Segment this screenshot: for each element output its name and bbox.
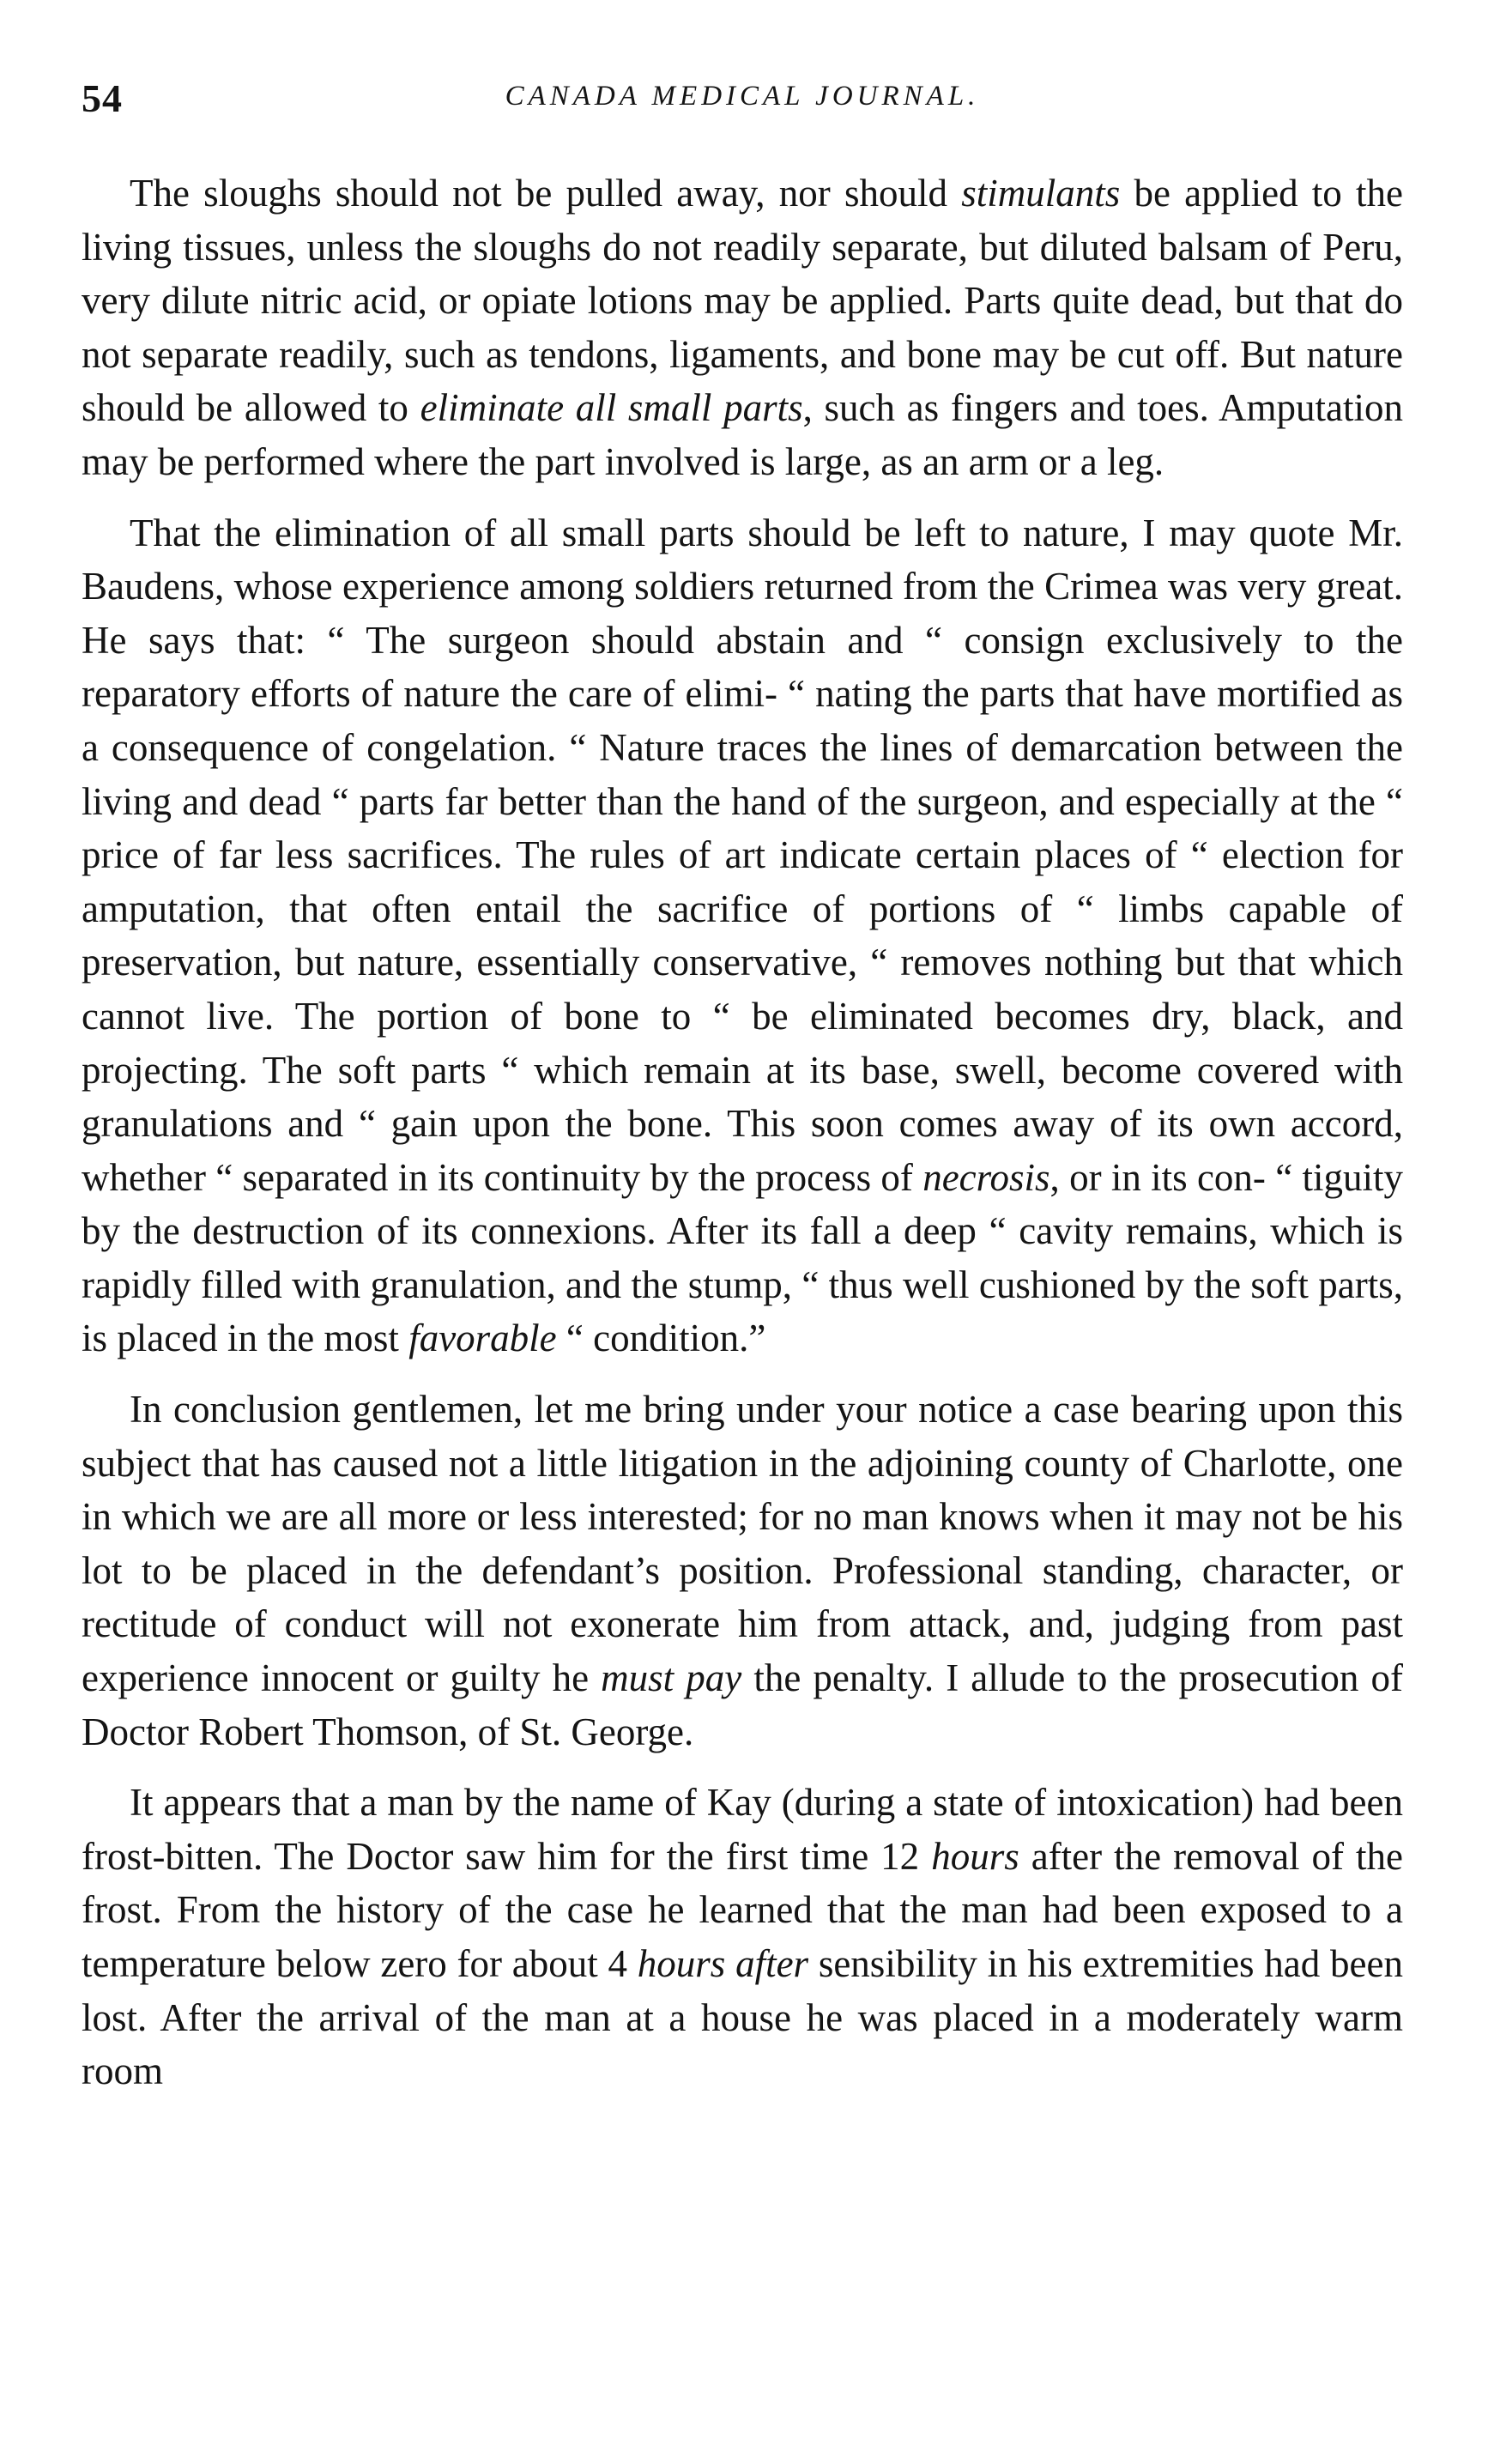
paragraph-treatment bbox=[82, 166, 1403, 489]
text-run: be applied to the living tissues, unless the sloughs do not readily separate, but diluted balsam of Peru, very dilute nitric acid, or opiate lotions may be applied. Parts quite dead, but that do not separate readily, such as tendons, ligaments, and bone may be cut off. But nature should be allowed to bbox=[82, 172, 1404, 430]
text-run: after the removal of the frost. From the history of the case he learned that the man had been exposed to a temperature below zero for about 4 bbox=[82, 1834, 1403, 1985]
paragraph-conclusion bbox=[82, 1383, 1403, 1759]
text-run: , such as fingers and toes. Amputation may be performed where the part involved is large, as an arm or a leg. bbox=[82, 386, 1403, 483]
text-run: That the elimination of all small parts should be left to nature, I may quote Mr. Baudens, whose experience among soldiers returned from the Crimea was very great. He says that: “ The surgeon should abstain and “ consign exclusively to the reparatory efforts of nature the care of elimi- “ nating the parts that have mortified as a consequence of congelation. “ Nature traces the lines of demarcation between the living and dead “ parts far better than the hand of the surgeon, and especially at the “ price of far less sacrifices. The rules of art indicate certain places of “ election for amputation, that often entail the sacrifice of portions of “ limbs capable of preservation, but nature, essentially conservative, “ removes nothing but that which cannot live. The portion of bone to “ be eliminated becomes dry, black, and projecting. The soft parts “ which remain at its base, swell, become covered with granulations and “ gain upon the bone. This soon comes away of its own accord, whether “ separated in its continuity by the process of bbox=[82, 511, 1403, 1199]
text-run: sensibility in his extremities had been lost. After the arrival of the man at a house he was placed in a moderately warm room bbox=[82, 1942, 1403, 2093]
paragraph-kay-case bbox=[82, 1776, 1403, 2098]
italic-text: hours bbox=[931, 1834, 1019, 1878]
italic-text: stimulants bbox=[961, 172, 1121, 215]
text-run: It appears that a man by the name of Kay (during a state of intoxication) had been frost-bitten. The Doctor saw him for the first time 12 bbox=[82, 1781, 1403, 1878]
italic-text: favorable bbox=[408, 1317, 557, 1360]
text-run: , or in its con- “ tiguity by the destruction of its connexions. After its fall a deep “ cavity remains, which is rapidly filled with granulation, and the stump, “ thus well cushioned by the soft parts, is placed in the most bbox=[82, 1155, 1403, 1360]
italic-text: must pay bbox=[601, 1656, 742, 1700]
page-header bbox=[82, 69, 1403, 129]
italic-text: hours after bbox=[637, 1942, 809, 1985]
italic-text: eliminate all small parts bbox=[420, 386, 803, 430]
paragraph-baudens-quote bbox=[82, 506, 1403, 1366]
italic-text: necrosis bbox=[922, 1155, 1050, 1199]
page-number: 54 bbox=[82, 76, 123, 120]
text-run: “ condition.” bbox=[556, 1317, 766, 1360]
journal-page bbox=[82, 69, 1403, 2437]
body-text bbox=[82, 166, 1403, 2098]
text-run: the penalty. I allude to the prosecution of Doctor Robert Thomson, of St. George. bbox=[82, 1656, 1403, 1753]
text-run: In conclusion gentlemen, let me bring under your notice a case bearing upon this subject that has caused not a little litigation in the adjoining county of Charlotte, one in which we are all more or less interested; for no man knows when it may not be his lot to be placed in the defendant’s position. Professional standing, character, or rectitude of conduct will not exonerate him from attack, and, judging from past experience innocent or guilty he bbox=[82, 1388, 1403, 1700]
running-head: CANADA MEDICAL JOURNAL. bbox=[505, 81, 980, 112]
text-run: The sloughs should not be pulled away, nor should bbox=[130, 172, 962, 215]
